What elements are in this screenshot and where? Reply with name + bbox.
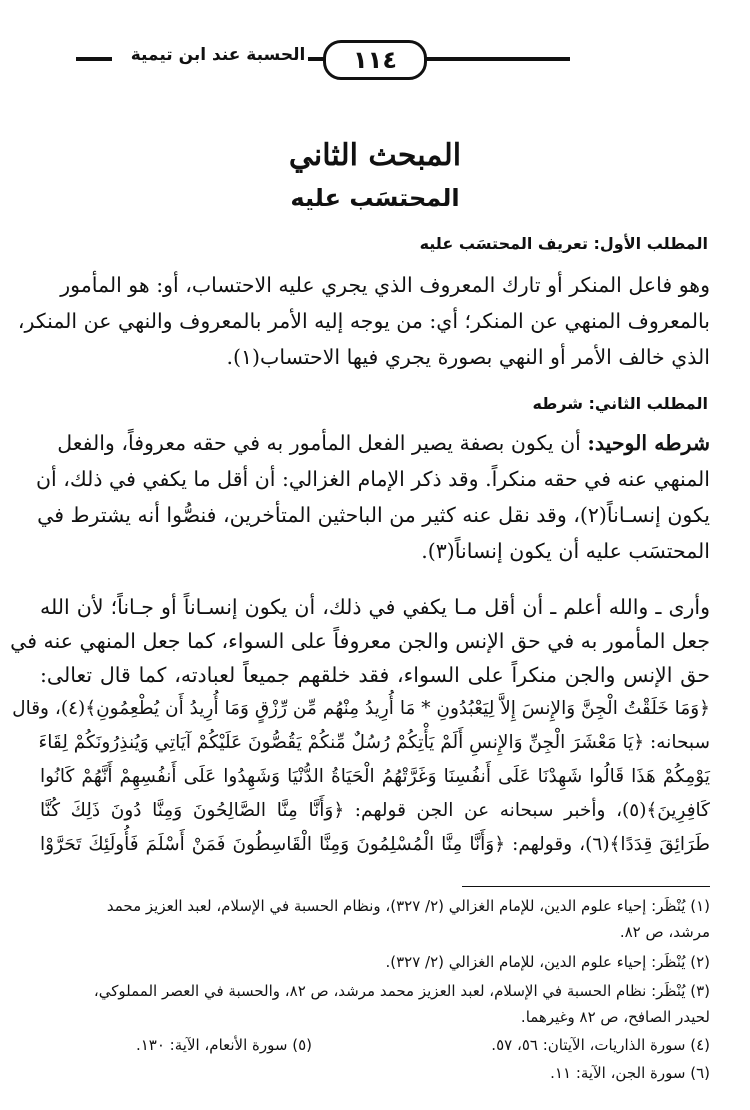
quran-line: سبحانه: ﴿يَا مَعْشَرَ الْجِنِّ وَالإِنسِ أَلَمْ يَأْتِكُمْ رُسُلٌ مِّنكُمْ يَقُصُّونَ عَلَيْكُمْ آيَاتِي وَيُنذِرُونَكُمْ لِقَاءَ	[38, 732, 710, 753]
running-header	[40, 38, 710, 78]
subsection-heading-2: المطلب الثاني: شرطه	[532, 394, 708, 413]
paragraph-line: يكون إنسـاناً(٢)، وقد نقل عنه كثير من الباحثين المتأخرين، فنصُّوا أنه يشترط في	[37, 503, 710, 527]
section-subtitle: المحتسَب عليه	[290, 184, 460, 212]
paragraph-line	[40, 426, 710, 460]
page-number: ١١٤	[323, 40, 427, 80]
section-title: المبحث الثاني	[288, 138, 462, 173]
footnote-6: (٦) سورة الجن، الآية: ١١.	[550, 1064, 710, 1082]
footnote-2: (٢) يُنْظَر: إحياء علوم الدين، للإمام الغزالي (٢/ ٣٢٧).	[385, 953, 710, 971]
header-rule-short	[76, 57, 112, 61]
paragraph-line: المحتسَب عليه أن يكون إنساناً(٣).	[421, 539, 710, 563]
paragraph-line: جعل المأمور به في حق الإنس والجن معروفاً على السواء، كما جعل المنهي عنه في	[10, 629, 710, 653]
footnote-1-cont: مرشد، ص ٨٢.	[619, 923, 710, 941]
footnote-3-cont: لحيدر الصافح، ص ٨٢ وغيرهما.	[520, 1008, 710, 1026]
lead-text: أن يكون بصفة يصير الفعل المأمور به في حقه معروفاً، والفعل	[57, 431, 588, 455]
paragraph-line: وأرى ـ والله أعلم ـ أن أقل مـا يكفي في ذلك، أن يكون إنسـاناً أو جـاناً؛ لأن الله	[40, 595, 710, 619]
subsection-heading-1: المطلب الأول: تعريف المحتسَب عليه	[419, 234, 708, 253]
running-title: الحسبة عند ابن تيمية	[130, 45, 306, 65]
quran-line: كَافِرِينَ﴾(٥)، وأخبر سبحانه عن الجن قولهم: ﴿وَأَنَّا مِنَّا الصَّالِحُونَ وَمِنَّا دُونَ ذَلِكَ كُنَّا	[40, 800, 710, 821]
paragraph-line: بالمعروف المنهي عن المنكر؛ أي: من يوجه إليه الأمر بالمعروف والنهي عن المنكر،	[17, 309, 710, 333]
lead-label: شرطه الوحيد:	[587, 431, 710, 455]
paragraph-line: وهو فاعل المنكر أو تارك المعروف الذي يجري عليه الاحتساب، أو: هو المأمور	[60, 273, 710, 297]
paragraph-line: حق الإنس والجن منكراً على السواء، فقد خلقهم جميعاً لعبادته، كما قال تعالى:	[40, 663, 710, 687]
footnote-5: (٥) سورة الأنعام، الآية: ١٣٠.	[135, 1036, 312, 1054]
paragraph-line: الذي خالف الأمر أو النهي بصورة يجري فيها الاحتساب(١).	[226, 345, 710, 369]
paragraph-line: المنهي عنه في حقه منكراً. وقد ذكر الإمام الغزالي: أن أقل ما يكفي في ذلك، أن	[35, 467, 710, 491]
quran-line: يَوْمِكُمْ هَذَا قَالُوا شَهِدْنَا عَلَى أَنفُسِنَا وَغَرَّتْهُمُ الْحَيَاةُ الدُّنْيَا وَشَهِدُوا عَلَى أَنفُسِهِمْ أَنَّهُمْ كَانُوا	[40, 766, 710, 787]
footnote-divider	[462, 886, 710, 887]
quran-line: طَرَائِقَ قِدَدًا﴾(٦)، وقولهم: ﴿وَأَنَّا مِنَّا الْمُسْلِمُونَ وَمِنَّا الْقَاسِطُونَ فَمَنْ أَسْلَمَ فَأُولَئِكَ تَحَرَّوْا	[40, 834, 710, 855]
footnote-1: (١) يُنْظَر: إحياء علوم الدين، للإمام الغزالي (٢/ ٣٢٧)، ونظام الحسبة في الإسلام، لعبد العزيز محمد	[106, 897, 710, 915]
footnote-4: (٤) سورة الذاريات، الآيتان: ٥٦، ٥٧.	[491, 1036, 710, 1054]
footnote-3: (٣) يُنْظَر: نظام الحسبة في الإسلام، لعبد العزيز محمد مرشد، ص ٨٢، والحسبة في العصر المملوكي،	[93, 982, 710, 1000]
quran-line: ﴿وَمَا خَلَقْتُ الْجِنَّ وَالإِنسَ إِلاَّ لِيَعْبُدُونِ * مَا أُرِيدُ مِنْهُم مِّن رِّزْقٍ وَمَا أُرِيدُ أَن يُطْعِمُونِ﴾(٤)، وقال	[12, 698, 710, 719]
